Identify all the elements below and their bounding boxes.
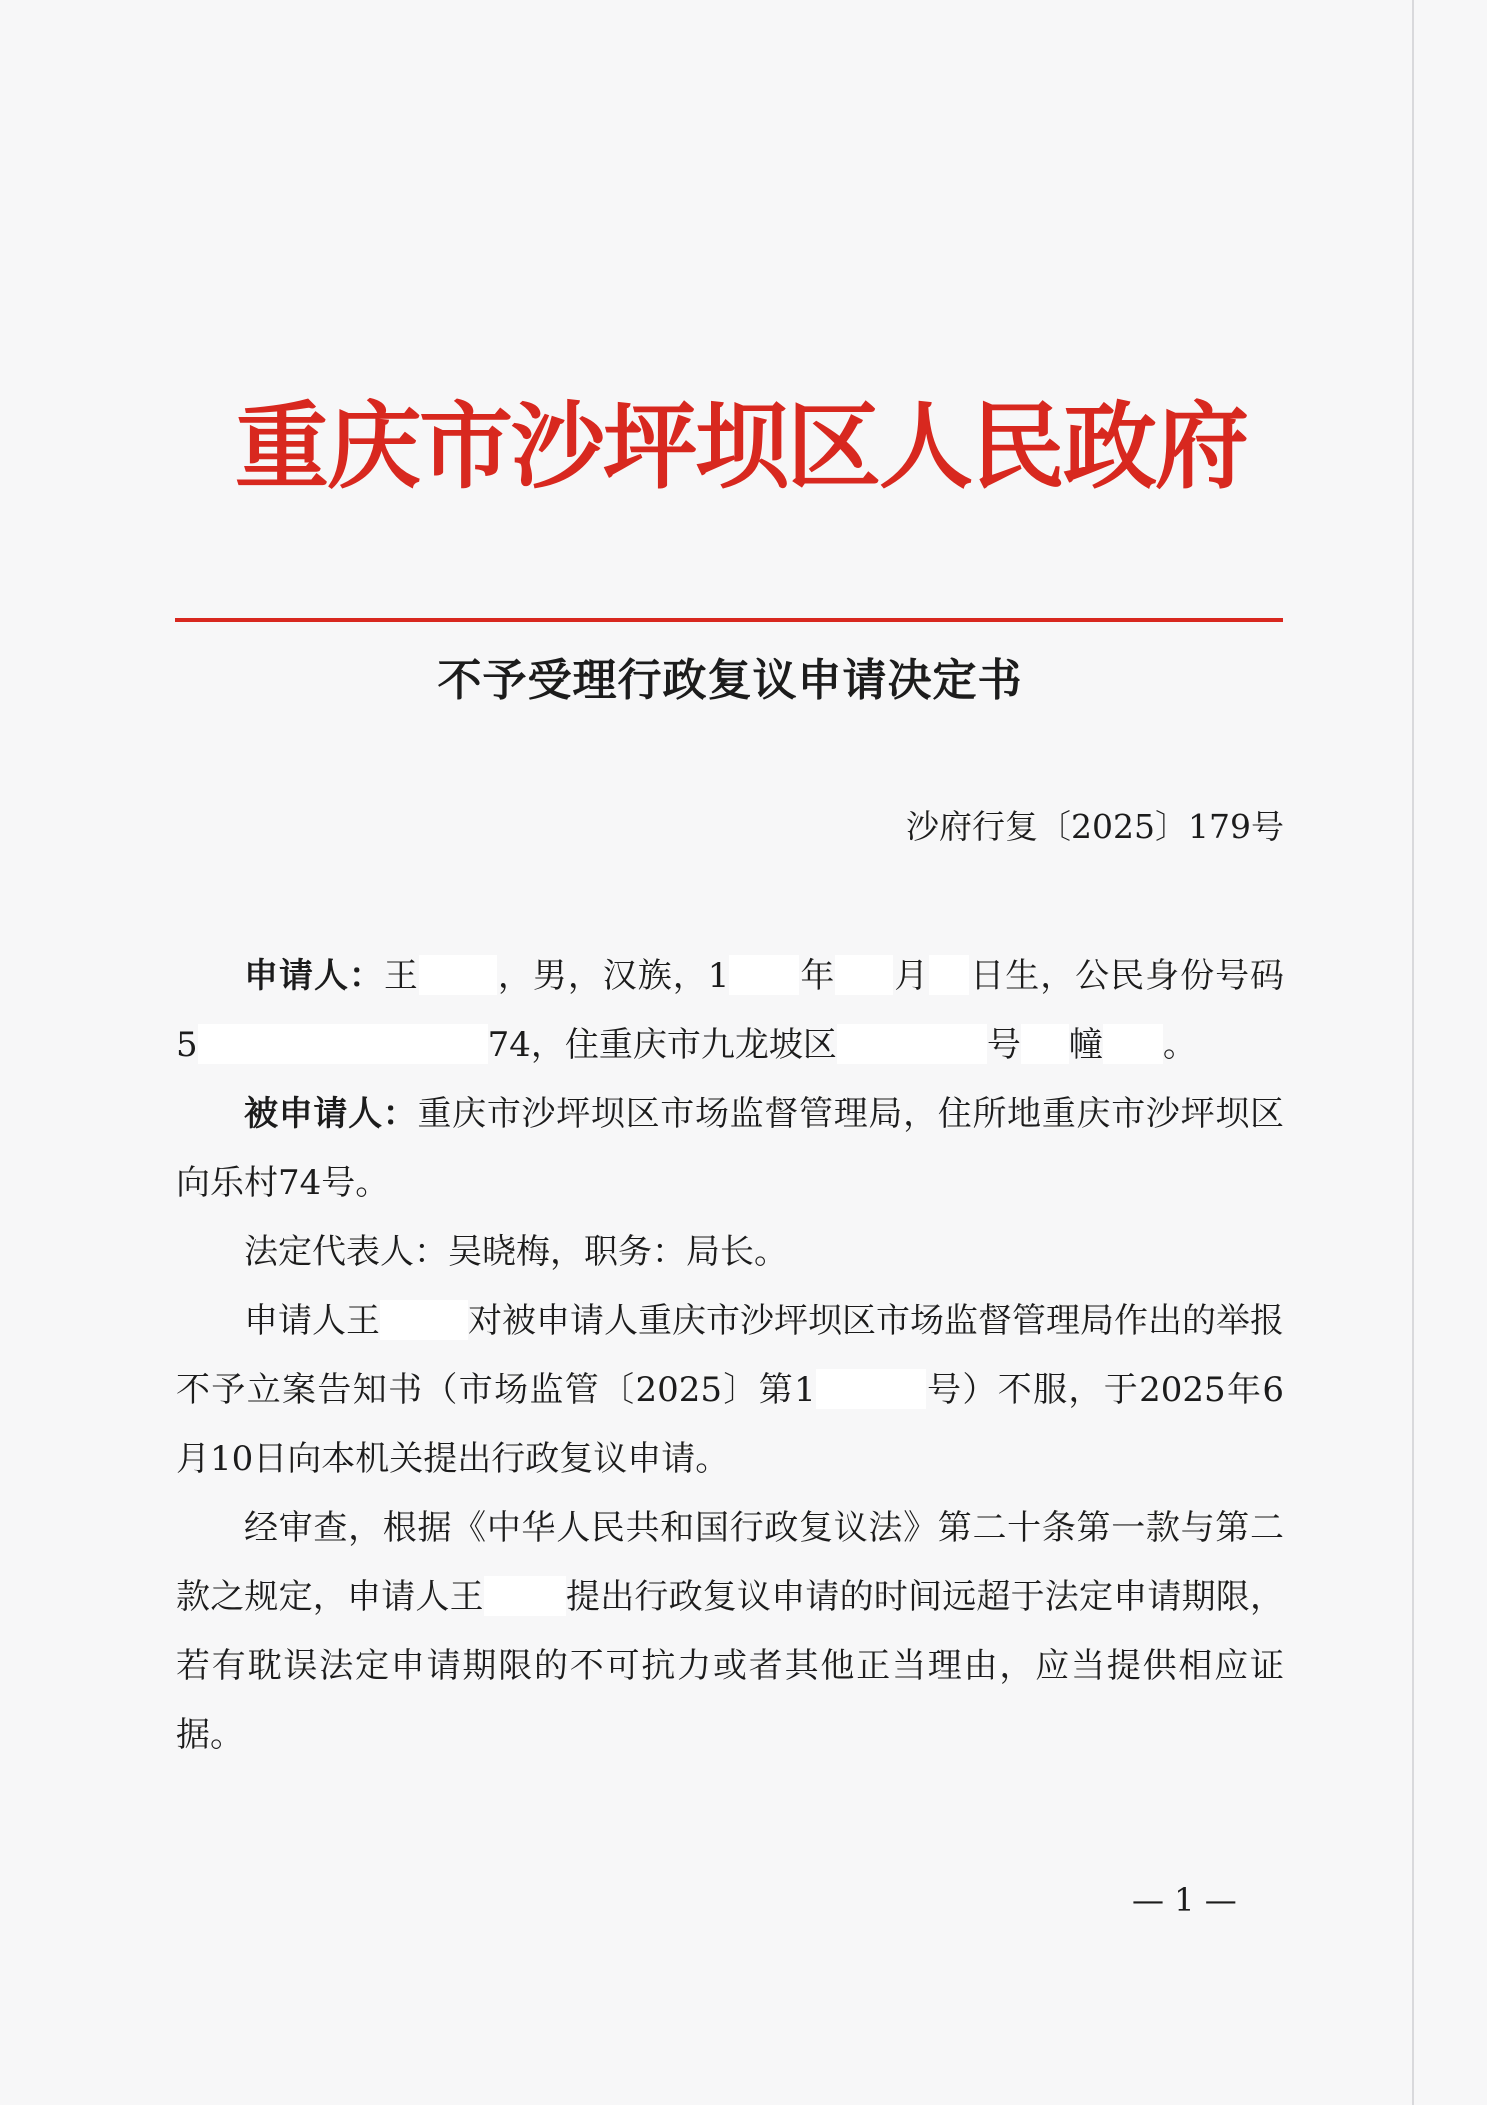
applicant-paragraph-end: 。	[1162, 1025, 1197, 1065]
redaction-block	[198, 1024, 488, 1064]
review-text-part2: 提出行政复议申请的时间远超于法定申请期限，若有耽误法定申请期限的不可抗力或者其他正当理由，应当提供相应证据。	[176, 1577, 1285, 1755]
id-suffix-and-address: 74，住重庆市九龙坡区	[487, 1025, 837, 1065]
redaction-block	[837, 1024, 987, 1064]
request-paragraph	[176, 1287, 1284, 1494]
review-text-part1: 经审查，根据《中华人民共和国行政复议法》第二十条第一款与第二款之规定，申请人王	[176, 1508, 1284, 1617]
applicant-paragraph	[176, 942, 1284, 1080]
redaction-block	[1021, 1024, 1069, 1064]
applicant-name-prefix: 王	[383, 956, 419, 996]
request-text-part3: 号）不服，于2025年6月10日向本机关提出行政复议申请。	[176, 1370, 1284, 1479]
document-title: 不予受理行政复议申请决定书	[437, 655, 1023, 706]
redaction-block	[1103, 1024, 1163, 1064]
address-number-unit: 号	[986, 1025, 1021, 1065]
respondent-text: 重庆市沙坪坝区市场监督管理局，住所地重庆市沙坪坝区向乐村74号。	[176, 1094, 1285, 1203]
redaction-block	[816, 1369, 926, 1409]
birth-day-text: 日生，公民身	[969, 956, 1181, 996]
document-body	[176, 942, 1284, 1770]
issuing-authority-header: 重庆市沙坪坝区人民政府	[234, 392, 1247, 502]
document-number: 沙府行复〔2025〕179号	[906, 807, 1284, 846]
request-text-part2: 对被申请人重庆市沙坪坝区市场监督管理局作出的举报不予立案告知书（市场监管〔2025〕第1	[176, 1301, 1284, 1410]
redaction-block	[729, 955, 799, 995]
birth-month-unit: 月	[893, 956, 930, 996]
address-building-unit: 幢	[1068, 1025, 1103, 1065]
legal-representative-paragraph: 法定代表人：吴晓梅，职务：局长。	[244, 1232, 788, 1272]
redaction-block	[380, 1300, 468, 1340]
redaction-block	[929, 955, 969, 995]
respondent-paragraph	[176, 1080, 1284, 1218]
birth-year-unit: 年	[799, 956, 836, 996]
id-number-prefix: 份号码 5	[176, 956, 1285, 1065]
page-number: — 1 —	[1132, 1881, 1237, 1919]
redaction-block	[484, 1576, 566, 1616]
redaction-block	[835, 955, 893, 995]
request-text-part1: 申请人王	[244, 1301, 380, 1341]
review-paragraph	[176, 1494, 1284, 1770]
applicant-birth-prefix: 1	[707, 956, 730, 996]
red-divider-line	[175, 618, 1283, 622]
respondent-label: 被申请人：	[244, 1094, 418, 1134]
applicant-label: 申请人：	[244, 956, 384, 996]
redaction-block	[419, 955, 497, 995]
applicant-gender-ethnicity: ，男，汉族，	[496, 956, 708, 996]
page-fold-line	[1412, 0, 1414, 2105]
